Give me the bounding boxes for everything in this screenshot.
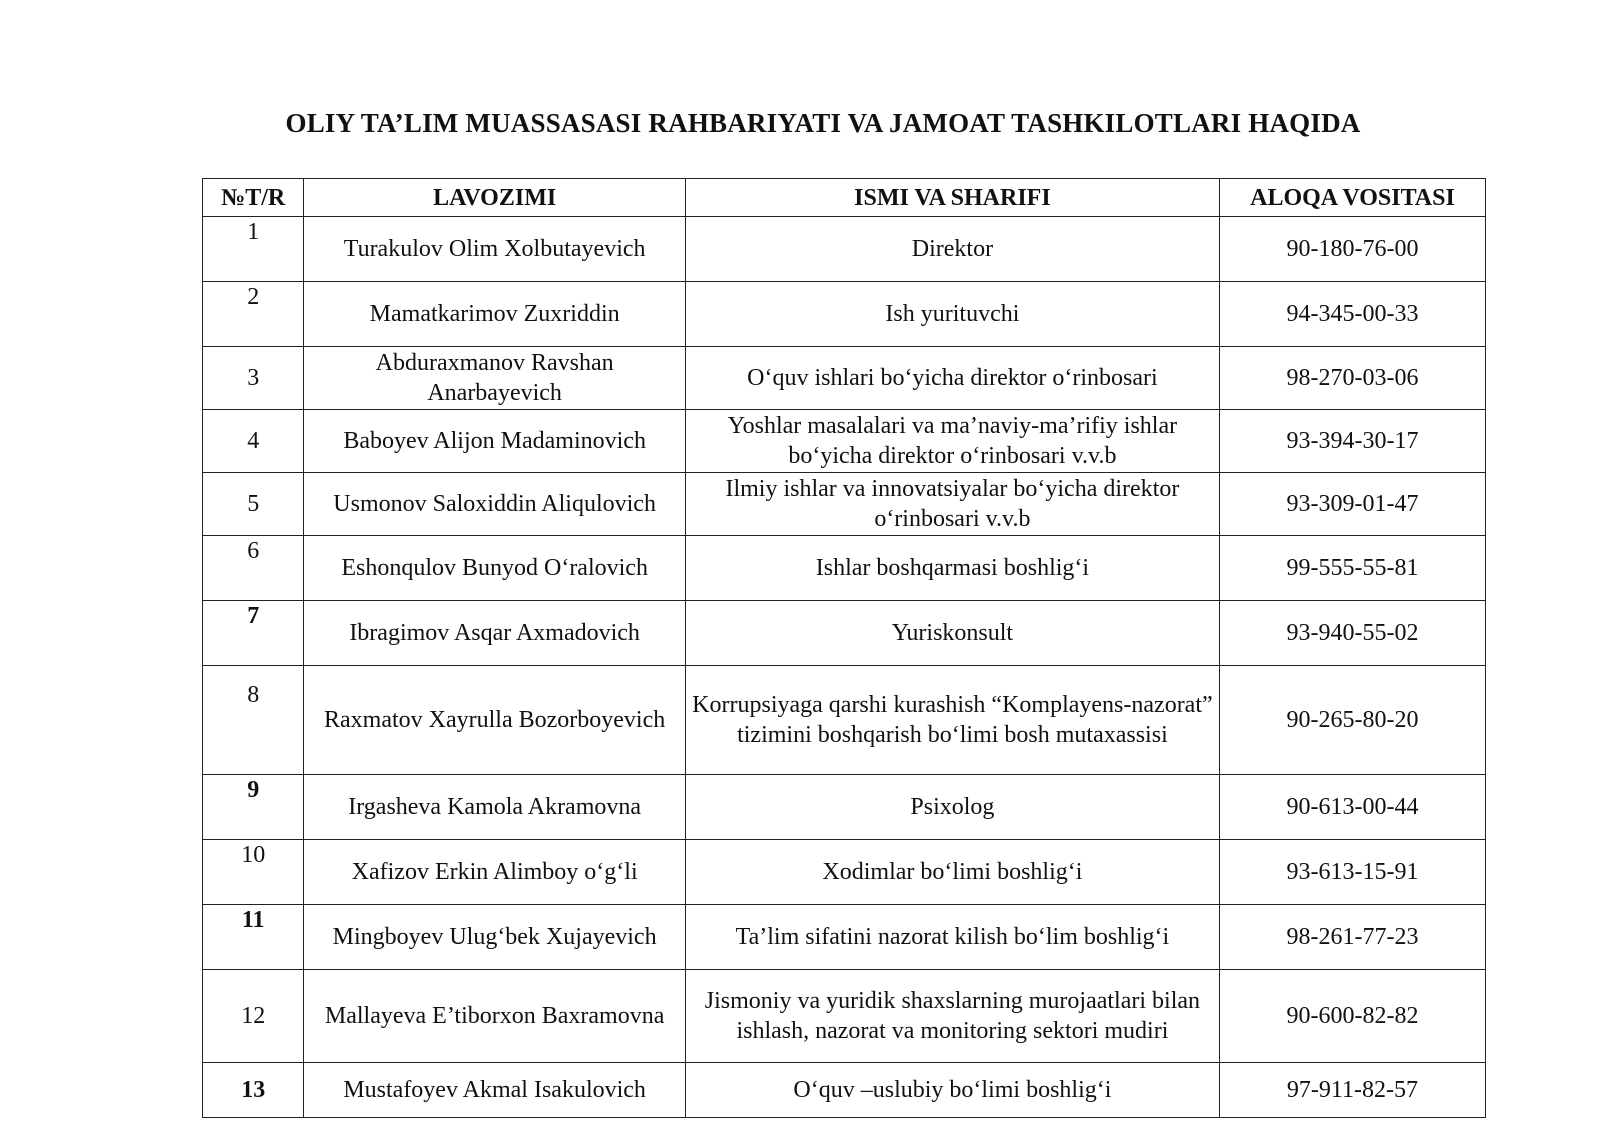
table-row xyxy=(203,473,1486,536)
row-position: Direktor xyxy=(685,217,1219,282)
row-number: 6 xyxy=(203,536,304,601)
row-position: Yoshlar masalalari va ma’naviy-ma’rifiy ishlar bo‘yicha direktor o‘rinbosari v.v.b xyxy=(685,410,1219,473)
row-position: Ish yurituvchi xyxy=(685,282,1219,347)
row-position: Yuriskonsult xyxy=(685,601,1219,666)
table-row xyxy=(203,601,1486,666)
header-name: ISMI VA SHARIFI xyxy=(685,179,1219,217)
row-position: Xodimlar bo‘limi boshlig‘i xyxy=(685,840,1219,905)
table-row xyxy=(203,840,1486,905)
row-name: Baboyev Alijon Madaminovich xyxy=(304,410,685,473)
row-phone: 98-261-77-23 xyxy=(1219,905,1485,970)
row-name: Usmonov Saloxiddin Aliqulovich xyxy=(304,473,685,536)
row-name: Irgasheva Kamola Akramovna xyxy=(304,775,685,840)
row-position: O‘quv –uslubiy bo‘limi boshlig‘i xyxy=(685,1063,1219,1118)
table-header-row xyxy=(203,179,1486,217)
row-number: 13 xyxy=(203,1063,304,1118)
row-number: 4 xyxy=(203,410,304,473)
row-phone: 90-265-80-20 xyxy=(1219,666,1485,775)
page-title: OLIY TA’LIM MUASSASASI RAHBARIYATI VA JAMOAT TASHKILOTLARI HAQIDA xyxy=(285,108,1361,138)
row-phone: 97-911-82-57 xyxy=(1219,1063,1485,1118)
table-row xyxy=(203,217,1486,282)
row-position: Korrupsiyaga qarshi kurashish “Komplayens-nazorat” tizimini boshqarish bo‘limi bosh mutaxassisi xyxy=(685,666,1219,775)
row-phone: 98-270-03-06 xyxy=(1219,347,1485,410)
row-phone: 93-940-55-02 xyxy=(1219,601,1485,666)
row-number: 2 xyxy=(203,282,304,347)
row-position: Psixolog xyxy=(685,775,1219,840)
row-name: Raxmatov Xayrulla Bozorboyevich xyxy=(304,666,685,775)
row-number: 11 xyxy=(203,905,304,970)
row-number: 7 xyxy=(203,601,304,666)
table-row xyxy=(203,905,1486,970)
row-number: 10 xyxy=(203,840,304,905)
row-position: Jismoniy va yuridik shaxslarning murojaatlari bilan ishlash, nazorat va monitoring sektori mudiri xyxy=(685,970,1219,1063)
row-name: Turakulov Olim Xolbutayevich xyxy=(304,217,685,282)
row-phone: 90-600-82-82 xyxy=(1219,970,1485,1063)
table-row xyxy=(203,347,1486,410)
row-name: Ibragimov Asqar Axmadovich xyxy=(304,601,685,666)
table-row xyxy=(203,970,1486,1063)
row-number: 9 xyxy=(203,775,304,840)
row-position: Ta’lim sifatini nazorat kilish bo‘lim boshlig‘i xyxy=(685,905,1219,970)
row-name: Xafizov Erkin Alimboy o‘g‘li xyxy=(304,840,685,905)
staff-table xyxy=(202,178,1486,1118)
row-name: Eshonqulov Bunyod O‘ralovich xyxy=(304,536,685,601)
row-number: 1 xyxy=(203,217,304,282)
row-phone: 94-345-00-33 xyxy=(1219,282,1485,347)
row-number: 5 xyxy=(203,473,304,536)
table-row xyxy=(203,1063,1486,1118)
table-row xyxy=(203,536,1486,601)
row-name: Abduraxmanov Ravshan Anarbayevich xyxy=(304,347,685,410)
row-phone: 90-180-76-00 xyxy=(1219,217,1485,282)
table-row xyxy=(203,410,1486,473)
row-phone: 99-555-55-81 xyxy=(1219,536,1485,601)
row-number: 12 xyxy=(203,970,304,1063)
table-row xyxy=(203,282,1486,347)
row-phone: 93-613-15-91 xyxy=(1219,840,1485,905)
row-name: Mamatkarimov Zuxriddin xyxy=(304,282,685,347)
row-number: 8 xyxy=(203,666,304,775)
table-row xyxy=(203,775,1486,840)
row-phone: 93-309-01-47 xyxy=(1219,473,1485,536)
row-position: O‘quv ishlari bo‘yicha direktor o‘rinbosari xyxy=(685,347,1219,410)
row-phone: 93-394-30-17 xyxy=(1219,410,1485,473)
header-contact: ALOQA VOSITASI xyxy=(1219,179,1485,217)
row-name: Mustafoyev Akmal Isakulovich xyxy=(304,1063,685,1118)
row-phone: 90-613-00-44 xyxy=(1219,775,1485,840)
table-row xyxy=(203,666,1486,775)
header-position: LAVOZIMI xyxy=(304,179,685,217)
header-number: №T/R xyxy=(203,179,304,217)
row-name: Mallayeva E’tiborxon Baxramovna xyxy=(304,970,685,1063)
row-number: 3 xyxy=(203,347,304,410)
row-name: Mingboyev Ulug‘bek Xujayevich xyxy=(304,905,685,970)
row-position: Ishlar boshqarmasi boshlig‘i xyxy=(685,536,1219,601)
row-position: Ilmiy ishlar va innovatsiyalar bo‘yicha direktor o‘rinbosari v.v.b xyxy=(685,473,1219,536)
